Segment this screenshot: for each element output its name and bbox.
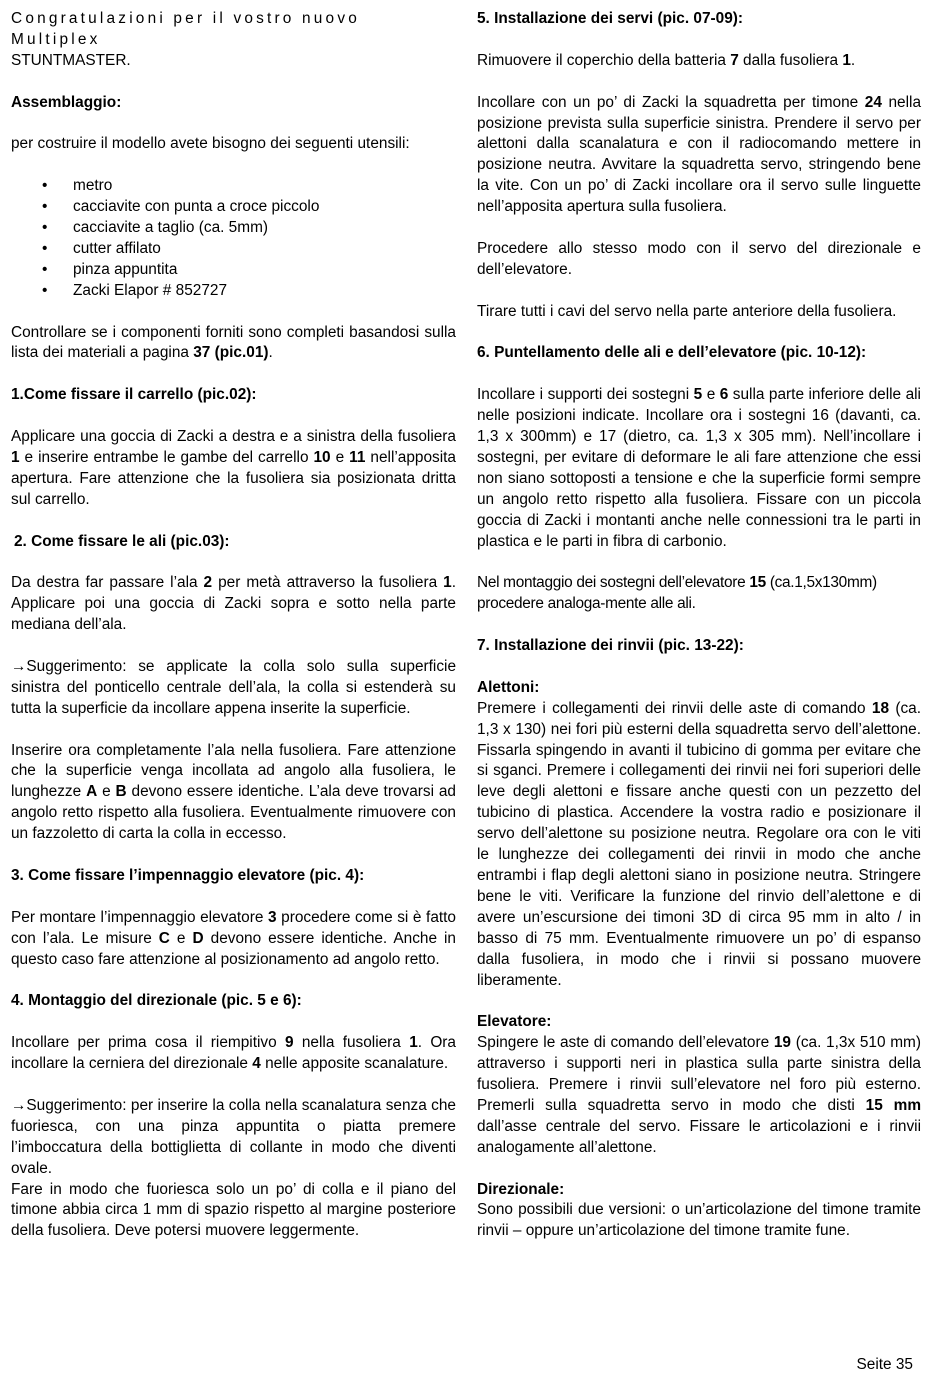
- arrow-icon: →: [11, 657, 27, 675]
- section-2-paragraph: Da destra far passare l’ala 2 per metà attraverso la fusoliera 1. Applicare poi una goccia di Zacki sopra e sotto nella parte mediana dell’ala.: [11, 574, 456, 634]
- ailerons-paragraph: Premere i collegamenti dei rinvii delle aste di comando 18 (ca. 1,3 x 130) nei fori più esterni della squadretta servo dell’alettone. Fissarla spingendo in avanti il tubicino di gomma per evitare che si sganci. Premere i collegamenti dei rinvii nei fori superiori delle leve degli alettoni e fissare anche questi con un pezzetto del tubicino di plastica. Accendere la vostra radio e posizionare il servo dell’alettone su posizione neutra. Regolare ora con le viti le lunghezze dei collegamenti dei rinvii in modo che anche entrambi i flap degli alettoni siano in posizione neutra. Stringere bene le viti. Verificare la funzione del rinvio dell’alettone e di avere un’escursione dei timoni 3D di circa 95 mm in alto / in basso di 75 mm. Eventualmente rimuovere un po’ di espanso dalla fusoliera, in modo che i rinvii si possano muovere liberamente.: [477, 699, 922, 989]
- section-2-heading: 2. Come fissare le ali (pic.03):: [14, 532, 230, 550]
- bullet-icon: •: [42, 260, 48, 278]
- bullet-icon: •: [42, 177, 48, 195]
- intro-line-2: STUNTMASTER.: [11, 51, 131, 69]
- section-6-paragraph-2: Nel montaggio dei sostegni dell’elevatore 15 (ca.1,5x130mm) procedere analoga-mente alle ali.: [477, 574, 877, 613]
- section-6-heading: 6. Puntellamento delle ali e dell’elevatore (pic. 10-12):: [477, 344, 867, 362]
- section-3-heading: 3. Come fissare l’impennaggio elevatore (pic. 4):: [11, 866, 365, 884]
- section-4-heading: 4. Montaggio del direzionale (pic. 5 e 6):: [11, 992, 302, 1010]
- list-item: • cacciavite a taglio (ca. 5mm): [11, 218, 456, 239]
- right-column: [477, 9, 921, 1263]
- section-5-paragraph-4: Tirare tutti i cavi del servo nella parte anteriore della fusoliera.: [477, 302, 897, 320]
- section-3-paragraph: Per montare l’impennaggio elevatore 3 procedere come si è fatto con l’ala. Le misure C e D devono essere identiche. Anche in questo caso fare attenzione al posizionamento ad angolo retto.: [11, 908, 456, 968]
- elevator-heading: Elevatore:: [477, 1013, 552, 1031]
- list-item: • cacciavite con punta a croce piccolo: [11, 197, 456, 218]
- rudder-heading: Direzionale:: [477, 1180, 565, 1198]
- page-number: Seite 35: [856, 1356, 913, 1373]
- rudder-paragraph: Sono possibili due versioni: o un’articolazione del timone tramite rinvii – oppure un’articolazione del timone tramite fune.: [477, 1201, 921, 1240]
- list-item: • cutter affilato: [11, 239, 456, 260]
- bullet-icon: •: [42, 219, 48, 237]
- section-4-paragraph-3: Fare in modo che fuoriesca solo un po’ di colla e il piano del timone abbia circa 1 mm di spazio rispetto al margine posteriore della fusoliera. Deve potersi muovere leggermente.: [11, 1180, 456, 1240]
- ailerons-heading: Alettoni:: [477, 678, 540, 696]
- bullet-icon: •: [42, 281, 48, 299]
- bullet-icon: •: [42, 198, 48, 216]
- section-1-paragraph: Applicare una goccia di Zacki a destra e a sinistra della fusoliera 1 e inserire entrambe le gambe del carrello 10 e 11 nell’apposita apertura. Fare attenzione che la fusoliera sia posizionata dritta sul carrello.: [11, 428, 456, 508]
- bullet-icon: •: [42, 239, 48, 257]
- section-2-tip: →Suggerimento: se applicate la colla solo sulla superficie sinistra del ponticello centrale dell’ala, la colla si estenderà su tutta la superficie da incollare appena inserite la superficie.: [11, 657, 456, 717]
- section-5-heading: 5. Installazione dei servi (pic. 07-09):: [477, 10, 744, 27]
- check-paragraph: Controllare se i componenti forniti sono completi basandosi sulla lista dei materiali a pagina 37 (pic.01).: [11, 323, 456, 362]
- arrow-icon: →: [11, 1096, 27, 1114]
- section-1-heading: 1.Come fissare il carrello (pic.02):: [11, 386, 257, 404]
- tools-intro: per costruire il modello avete bisogno dei seguenti utensili:: [11, 135, 410, 153]
- tools-list: [11, 176, 456, 301]
- section-4-paragraph: Incollare per prima cosa il riempitivo 9 nella fusoliera 1. Ora incollare la cerniera del direzionale 4 nelle apposite scanalature.: [11, 1034, 456, 1073]
- section-5-paragraph-1: Rimuovere il coperchio della batteria 7 dalla fusoliera 1.: [477, 51, 856, 69]
- intro-line-1: Congratulazioni per il vostro nuovo Multiplex: [11, 10, 360, 48]
- list-item: • metro: [11, 176, 456, 197]
- assembly-heading: Assemblaggio:: [11, 93, 122, 111]
- section-6-paragraph-1: Incollare i supporti dei sostegni 5 e 6 sulla parte inferiore delle ali nelle posizioni indicate. Incollare ora i sostegni 16 (davanti, ca. 1,3 x 300mm) e 17 (dietro, ca. 1,3 x 305 mm). Nell’incollare i sostegni, per evitare di deformare le ali fare attenzione che essi non siano sottoposti a tensione e che la superficie formi sempre un angolo retto rispetto alla fusoliera. Fissare con un piccola goccia di Zacki i montanti anche nelle connessioni tra le parti in plastica e le parti in fibra di carbonio.: [477, 386, 921, 550]
- elevator-paragraph: Spingere le aste di comando dell’elevatore 19 (ca. 1,3x 510 mm) attraverso i supporti neri in plastica sulla parte sinistra della fusoliera. Premere i rinvii sull’elevatore nel foro più esterno. Premerli sulla squadretta servo in modo che disti 15 mm dall’asse centrale del servo. Fissare le articolazioni e i rinvii analogamente all’alettone.: [477, 1034, 921, 1156]
- intro: [11, 9, 456, 72]
- section-7-heading: 7. Installazione dei rinvii (pic. 13-22):: [477, 637, 744, 655]
- section-2-paragraph-3: Inserire ora completamente l’ala nella fusoliera. Fare attenzione che la superficie venga incollata ad angolo alla fusoliera, le lunghezze A e B devono essere identiche. L’ala deve trovarsi ad angolo retto rispetto alla fusoliera. Eventualmente rimuovere con un fazzoletto di carta la colla in eccesso.: [11, 741, 456, 843]
- list-item: • pinza appuntita: [11, 260, 456, 281]
- section-4-tip: →Suggerimento: per inserire la colla nella scanalatura senza che fuoriesca, con una pinza appuntita o piatta premere l’imboccatura della bottiglietta di collante in modo che diventi ovale.: [11, 1096, 456, 1177]
- list-item: • Zacki Elapor # 852727: [11, 281, 456, 302]
- section-5-paragraph-3: Procedere allo stesso modo con il servo del direzionale e dell’elevatore.: [477, 239, 921, 278]
- section-5-paragraph-2: Incollare con un po’ di Zacki la squadretta per timone 24 nella posizione prevista sulla superficie sinistra. Prendere il servo per alettoni dalla scanalatura e con il radiocomando mettere in posizione neutra. Avvitare la squadretta servo, stringendo bene la vite. Con un po’ di Zacki incollare ora il servo sulle linguette nell’apposita apertura sulla fusoliera.: [477, 93, 922, 216]
- left-column: [11, 9, 456, 1263]
